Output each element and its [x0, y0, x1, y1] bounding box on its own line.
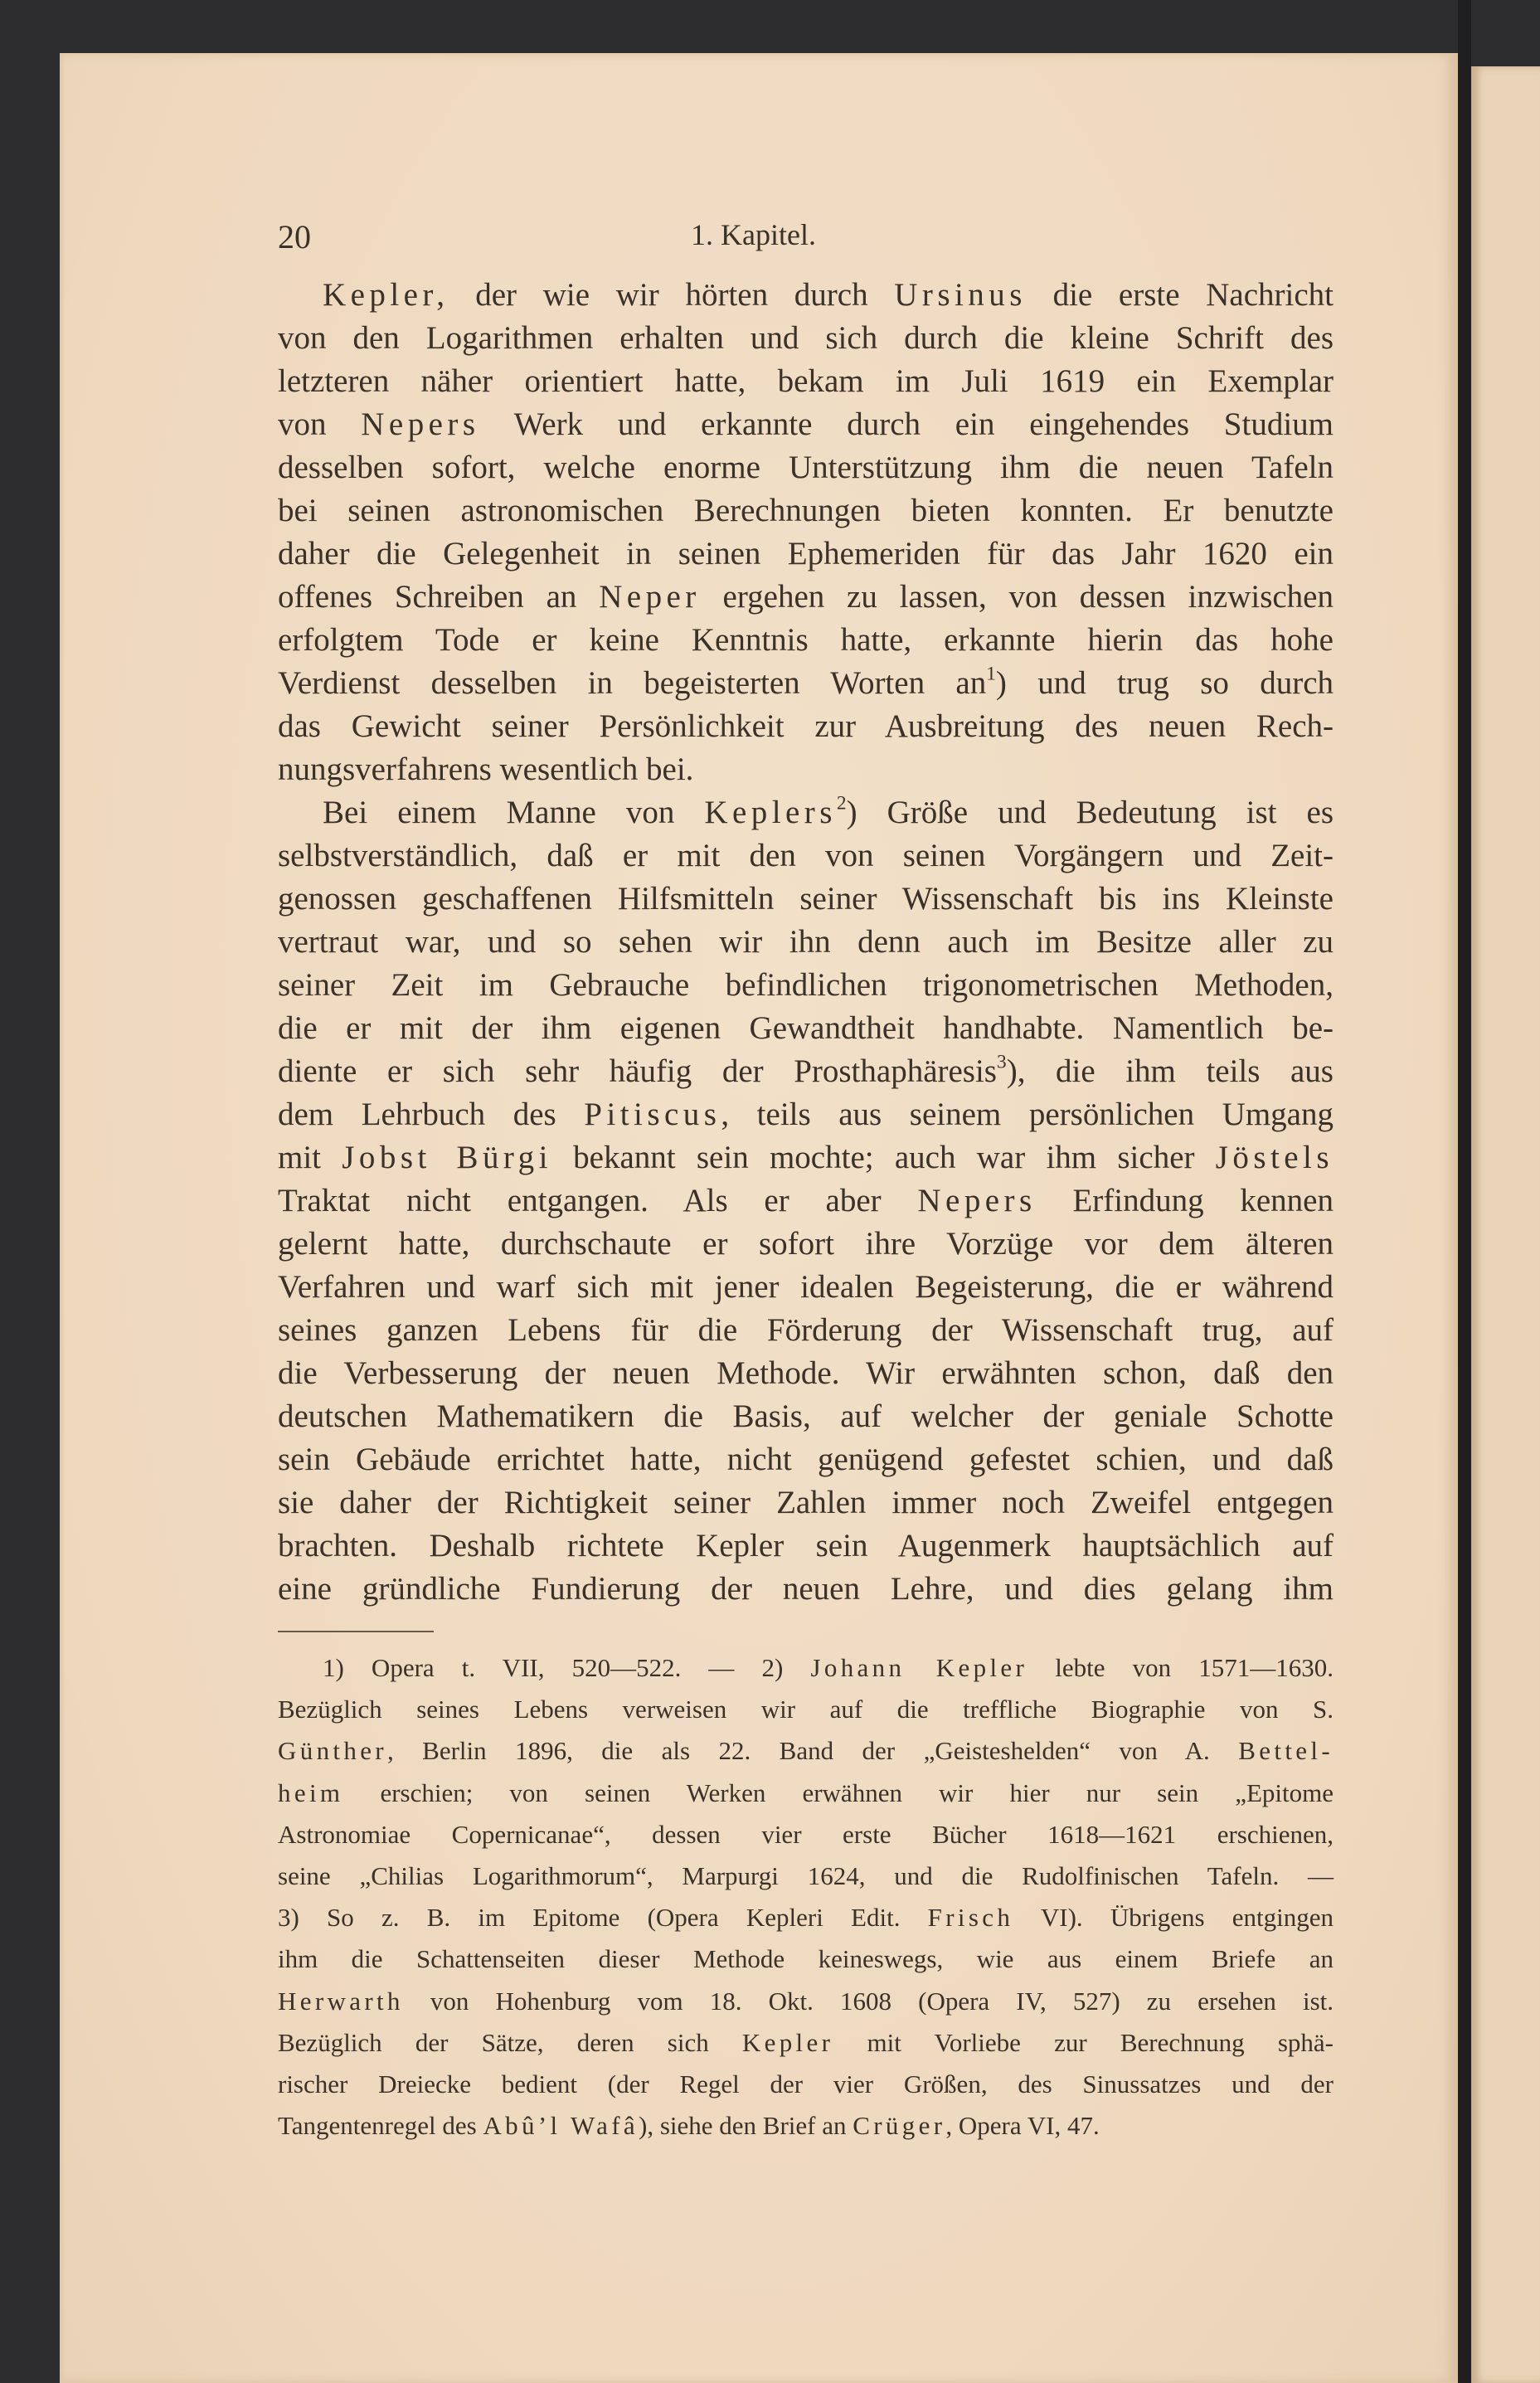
footnote-line — [278, 1773, 1334, 1814]
text-run: , Berlin 1896, die als 22. Band der „Geisteshelden“ von A. — [386, 1736, 1239, 1766]
spaced-name: Ursinus — [894, 277, 1027, 313]
body-line — [278, 619, 1334, 662]
text-run: diente er sich sehr häufig der Prosthaphäresis — [278, 1053, 997, 1089]
text-run: Erfindung kennen — [1036, 1183, 1334, 1218]
running-head: 1. Kapitel. — [691, 218, 816, 251]
page-gutter — [1458, 0, 1471, 2383]
spaced-name: Frisch — [927, 1903, 1014, 1933]
text-run: von den Logarithmen erhalten und sich durch die kleine Schrift des — [278, 320, 1334, 356]
footnote-line — [278, 1730, 1334, 1772]
body-line — [278, 1568, 1334, 1611]
text-run: erschien; von seinen Werken erwähnen wir hier nur sein „Epitome — [343, 1778, 1334, 1807]
body-line — [278, 748, 1334, 791]
spaced-name: Abû’l Wafâ — [483, 2111, 639, 2141]
text-run: Verfahren und warf sich mit jener idealen Begeisterung, die er während — [278, 1269, 1334, 1305]
text-run: Bezüglich seines Lebens verweisen wir auf die treffliche Biographie von S. — [278, 1695, 1334, 1724]
text-run: Bezüglich der Sätze, deren sich — [278, 2027, 742, 2057]
footnotes — [278, 1647, 1334, 2147]
text-run: 1) Opera t. VII, 520—522. — 2) — [323, 1653, 811, 1682]
body-line — [278, 446, 1334, 489]
body-line — [278, 317, 1334, 360]
text-run: Verdienst desselben in begeisterten Worten an — [278, 665, 987, 701]
text-run: gelernt hatte, durchschaute er sofort ihre Vorzüge vor dem älteren — [278, 1226, 1334, 1262]
page-number: 20 — [278, 218, 311, 255]
footnote-ref: 1 — [986, 663, 996, 685]
body-line — [278, 1093, 1334, 1136]
text-run: letzteren näher orientiert hatte, bekam im Juli 1619 ein Exemplar — [278, 363, 1334, 399]
footnote-ref: 3 — [997, 1051, 1007, 1073]
body-line — [278, 964, 1334, 1007]
footnote-line — [278, 1814, 1334, 1855]
body-line — [278, 1481, 1334, 1525]
spaced-name: heim — [278, 1778, 344, 1807]
text-run: bekannt sein mochte; auch war ihm sicher — [551, 1140, 1216, 1175]
text-run: seines ganzen Lebens für die Förderung der Wissenschaft trug, auf — [278, 1312, 1334, 1348]
spaced-name: Herwarth — [278, 1986, 404, 2016]
body-line — [278, 274, 1334, 317]
text-run: mit Vorliebe zur Berechnung sphä- — [833, 2027, 1334, 2057]
footnote-rule — [278, 1631, 434, 1632]
footnote-line — [278, 2105, 1334, 2147]
text-run: genossen geschaffenen Hilfsmitteln seiner Wissenschaft bis ins Kleinste — [278, 881, 1334, 917]
body-line — [278, 1395, 1334, 1438]
body-line — [278, 533, 1334, 576]
spaced-name: Kepler — [741, 2027, 834, 2057]
text-run: ) und trug so durch — [995, 665, 1334, 701]
spaced-name: Johann Kepler — [810, 1653, 1028, 1682]
text-run: ), siehe den Brief an — [639, 2111, 853, 2141]
footnote-line — [278, 1689, 1334, 1730]
text-run: die Verbesserung der neuen Methode. Wir erwähnten schon, daß den — [278, 1355, 1334, 1391]
text-run: rischer Dreiecke bedient (der Regel der vier Größen, des Sinussatzes und der — [278, 2069, 1334, 2098]
text-run: vertraut war, und so sehen wir ihn denn auch im Besitze aller zu — [278, 924, 1334, 960]
text-run: selbstverständlich, daß er mit den von seinen Vorgängern und Zeit- — [278, 838, 1334, 873]
text-run: offenes Schreiben an — [278, 579, 600, 615]
text-run: Werk und erkannte durch ein eingehendes Studium — [479, 406, 1334, 442]
text-run: die er mit der ihm eigenen Gewandtheit handhabte. Namentlich be- — [278, 1010, 1334, 1046]
text-run: daher die Gelegenheit in seinen Ephemeriden für das Jahr 1620 ein — [278, 536, 1334, 571]
body-line — [278, 1136, 1334, 1179]
text-run: von — [278, 406, 362, 442]
text-run: das Gewicht seiner Persönlichkeit zur Ausbreitung des neuen Rech- — [278, 708, 1334, 744]
spaced-name: Pitiscus — [584, 1097, 721, 1132]
text-run: , teils aus seinem persönlichen Umgang — [721, 1097, 1334, 1132]
spaced-name: Nepers — [361, 406, 480, 442]
text-run: die erste Nachricht — [1026, 277, 1334, 313]
body-line — [278, 834, 1334, 878]
body-line — [278, 489, 1334, 533]
text-run: Astronomiae Copernicanae“, dessen vier erste Bücher 1618—1621 erschienen, — [278, 1819, 1334, 1849]
text-run: Bei einem Manne von — [323, 795, 705, 830]
text-run: nungsverfahrens wesentlich bei. — [278, 751, 694, 787]
body-line — [278, 878, 1334, 921]
text-run: seiner Zeit im Gebrauche befindlichen trigonometrischen Methoden, — [278, 967, 1334, 1003]
body-text — [278, 274, 1334, 1611]
body-line — [278, 1266, 1334, 1309]
spaced-name: Bettel- — [1238, 1736, 1334, 1766]
spaced-name: Jobst Bürgi — [342, 1140, 552, 1175]
spaced-name: Crüger — [853, 2111, 946, 2141]
text-run: dem Lehrbuch des — [278, 1097, 585, 1132]
footnote-line — [278, 1981, 1334, 2022]
spaced-name: Günther — [278, 1736, 387, 1766]
spaced-name: Jöstels — [1215, 1140, 1334, 1175]
body-line — [278, 1352, 1334, 1395]
body-line — [278, 1438, 1334, 1481]
text-run: sein Gebäude errichtet hatte, nicht genügend gefestet schien, und daß — [278, 1442, 1334, 1477]
text-run: ergehen zu lassen, von dessen inzwischen — [700, 579, 1334, 615]
body-line — [278, 1223, 1334, 1266]
footnote-ref: 2 — [836, 792, 847, 815]
text-run: ), die ihm teils aus — [1006, 1053, 1334, 1089]
body-line — [278, 403, 1334, 446]
text-run: Traktat nicht entgangen. Als er aber — [278, 1183, 918, 1218]
text-run: lebte von 1571—1630. — [1027, 1653, 1334, 1682]
text-run: eine gründliche Fundierung der neuen Lehre, und dies gelang ihm — [278, 1571, 1334, 1607]
body-line — [278, 1179, 1334, 1223]
text-run: der wie wir hörten durch — [449, 277, 895, 313]
body-line — [278, 1525, 1334, 1568]
spaced-name: Keplers — [704, 795, 837, 830]
footnote-line — [278, 1938, 1334, 1980]
footnote-line — [278, 2064, 1334, 2105]
body-line — [278, 662, 1334, 705]
text-run: , Opera VI, 47. — [945, 2111, 1100, 2141]
footnote-line — [278, 1647, 1334, 1689]
text-run: seine „Chilias Logarithmorum“, Marpurgi 1624, und die Rudolfinischen Tafeln. — — [278, 1860, 1334, 1890]
footnote-line — [278, 2022, 1334, 2064]
footnote-line — [278, 1897, 1334, 1938]
body-line — [278, 1309, 1334, 1352]
text-run: ) Größe und Bedeutung ist es — [846, 795, 1334, 830]
text-run: brachten. Deshalb richtete Kepler sein Augenmerk hauptsächlich auf — [278, 1528, 1334, 1564]
spaced-name: Nepers — [917, 1183, 1037, 1218]
spaced-name: Neper — [599, 579, 701, 615]
body-line — [278, 1050, 1334, 1093]
text-run: 3) So z. B. im Epitome (Opera Kepleri Edit. — [278, 1903, 928, 1933]
text-run: sie daher der Richtigkeit seiner Zahlen immer noch Zweifel entgegen — [278, 1485, 1334, 1520]
footnote-line — [278, 1855, 1334, 1897]
body-line — [278, 791, 1334, 834]
body-line — [278, 360, 1334, 403]
text-run: erfolgtem Tode er keine Kenntnis hatte, erkannte hierin das hohe — [278, 622, 1334, 658]
adjacent-page-edge — [1471, 66, 1540, 2383]
body-line — [278, 705, 1334, 748]
text-run: ihm die Schattenseiten dieser Methode keineswegs, wie aus einem Briefe an — [278, 1944, 1334, 1974]
text-run: mit — [278, 1140, 342, 1175]
body-line — [278, 921, 1334, 964]
body-line — [278, 576, 1334, 619]
text-run: deutschen Mathematikern die Basis, auf welcher der geniale Schotte — [278, 1398, 1334, 1434]
text-run: Tangentenregel des — [278, 2111, 483, 2141]
text-run: bei seinen astronomischen Berechnungen bieten konnten. Er benutzte — [278, 493, 1334, 528]
spaced-name: Kepler, — [323, 277, 449, 313]
text-run: von Hohenburg vom 18. Okt. 1608 (Opera IV, 527) zu ersehen ist. — [403, 1986, 1334, 2016]
text-run: desselben sofort, welche enorme Unterstützung ihm die neuen Tafeln — [278, 450, 1334, 485]
text-run: VI). Übrigens entgingen — [1013, 1903, 1334, 1933]
body-line — [278, 1007, 1334, 1050]
